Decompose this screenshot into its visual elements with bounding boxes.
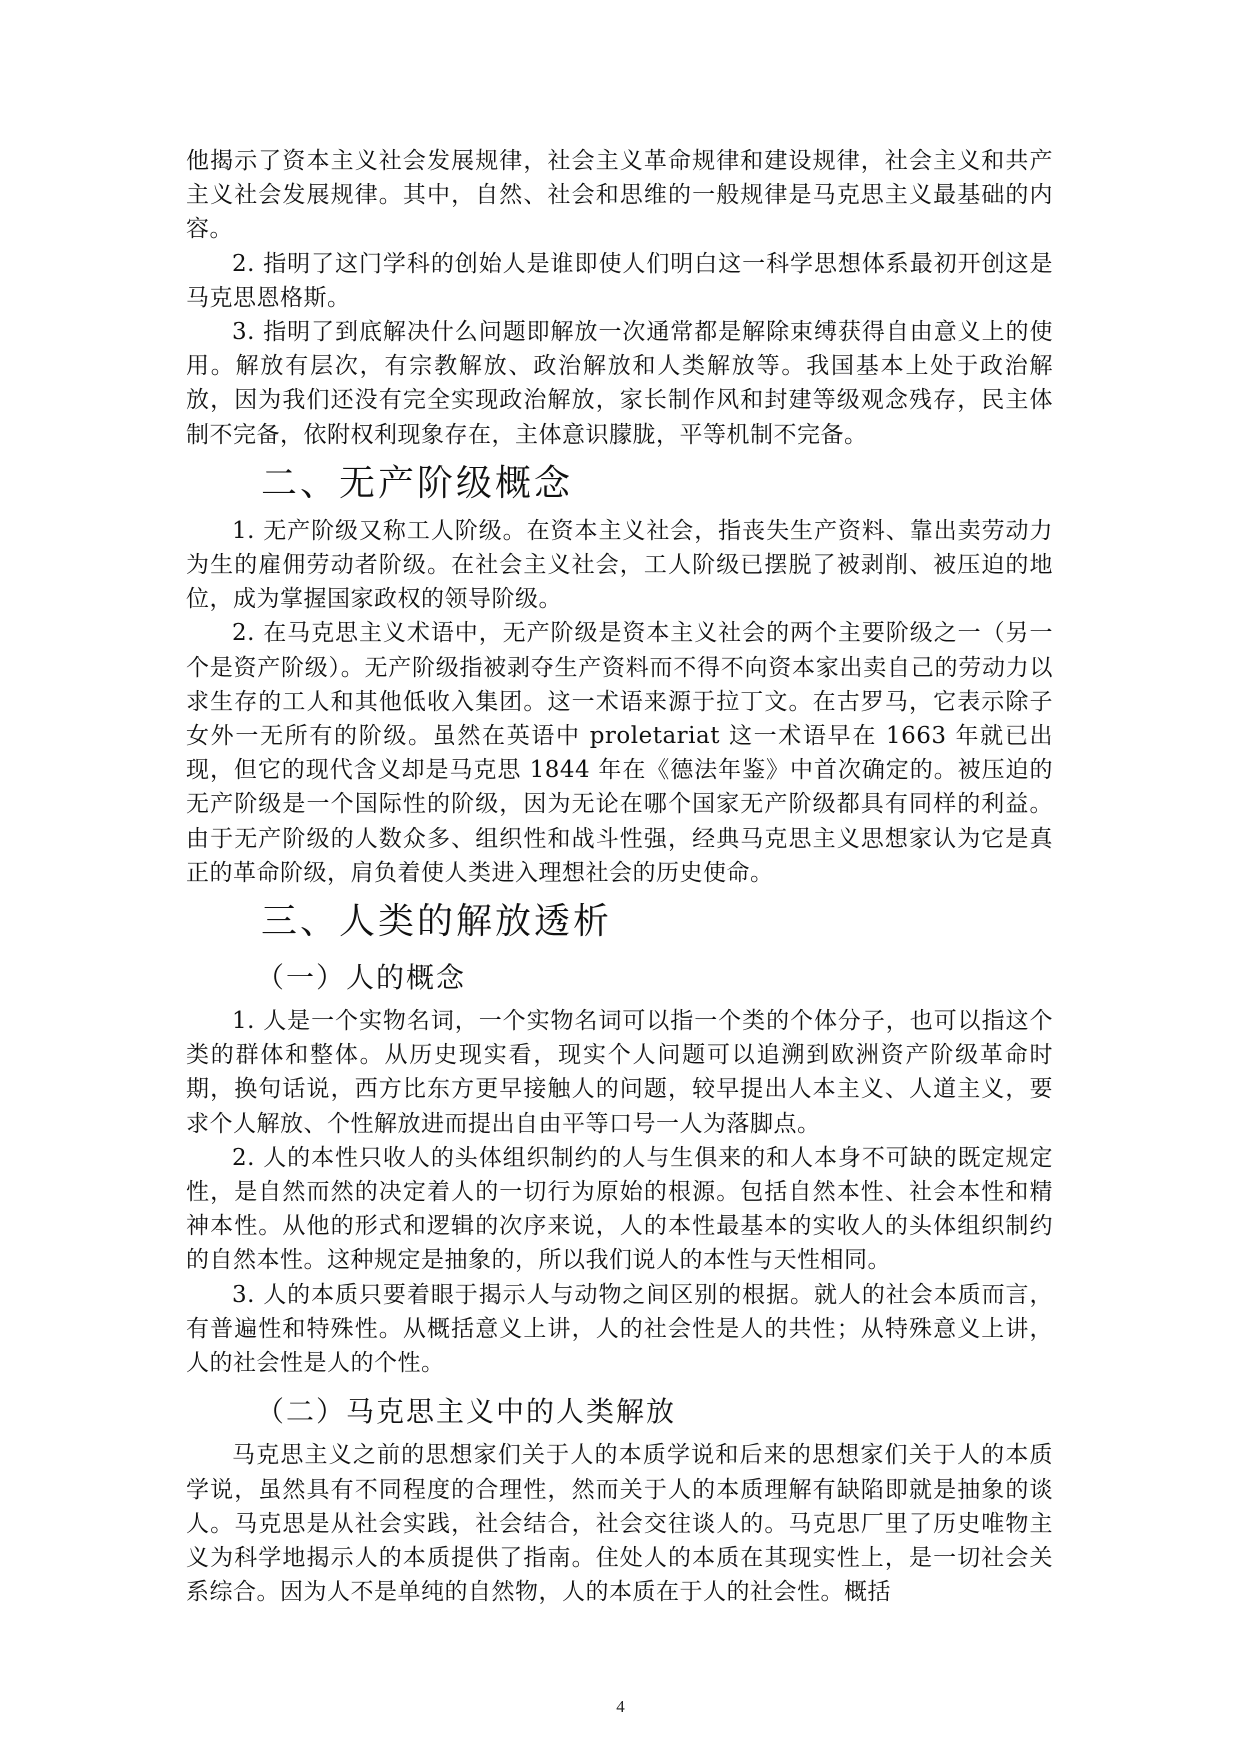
body-paragraph: 3. 人的本质只要着眼于揭示人与动物之间区别的根据。就人的社会本质而言，有普遍性和特殊性。从概括意义上讲，人的社会性是人的共性；从特殊意义上讲，人的社会性是人的个性。: [186, 1281, 1053, 1377]
body-paragraph: 2. 人的本性只收人的头体组织制约的人与生俱来的和人本身不可缺的既定规定性，是自然而然的决定着人的一切行为原始的根源。包括自然本性、社会本性和精神本性。从他的形式和逻辑的次序来说，人的本性最基本的实收人的头体组织制约的自然本性。这种规定是抽象的，所以我们说人的本性与天性相同。: [186, 1144, 1053, 1274]
body-paragraph: 他揭示了资本主义社会发展规律，社会主义革命规律和建设规律，社会主义和共产主义社会发展规律。其中，自然、社会和思维的一般规律是马克思主义最基础的内容。: [186, 148, 1053, 243]
body-paragraph: 1. 无产阶级又称工人阶级。在资本主义社会，指丧失生产资料、靠出卖劳动力为生的雇佣劳动者阶级。在社会主义社会，工人阶级已摆脱了被剥削、被压迫的地位，成为掌握国家政权的领导阶级。: [186, 517, 1053, 613]
body-paragraph: 2. 在马克思主义术语中，无产阶级是资本主义社会的两个主要阶级之一（另一个是资产阶级）。无产阶级指被剥夺生产资料而不得不向资本家出卖自己的劳动力以求生存的工人和其他低收入集团。这一术语来源于拉丁文。在古罗马，它表示除子女外一无所有的阶级。虽然在英语中 proletariat 这一术语早在 1663 年就已出现，但它的现代含义却是马克思 1844 年在《德法年鉴》中首次确定的。被压迫的无产阶级是一个国际性的阶级，因为无论在哪个国家无产阶级都具有同样的利益。由于无产阶级的人数众多、组织性和战斗性强，经典马克思主义思想家认为它是真正的革命阶级，肩负着使人类进入理想社会的历史使命。: [186, 620, 1053, 886]
subsection-heading: （一）人的概念: [256, 961, 467, 995]
section-heading: 三、人类的解放透析: [261, 901, 613, 943]
subsection-heading: （二）马克思主义中的人类解放: [256, 1395, 677, 1429]
body-paragraph: 3. 指明了到底解决什么问题即解放一次通常都是解除束缚获得自由意义上的使用。解放有层次，有宗教解放、政治解放和人类解放等。我国基本上处于政治解放，因为我们还没有完全实现政治解放，家长制作风和封建等级观念残存，民主体制不完备，依附权利现象存在，主体意识朦胧，平等机制不完备。: [186, 319, 1053, 448]
section-heading: 二、无产阶级概念: [261, 462, 574, 504]
body-paragraph: 1. 人是一个实物名词，一个实物名词可以指一个类的个体分子，也可以指这个类的群体和整体。从历史现实看，现实个人问题可以追溯到欧洲资产阶级革命时期，换句话说，西方比东方更早接触人的问题，较早提出人本主义、人道主义，要求个人解放、个性解放进而提出自由平等口号一人为落脚点。: [186, 1008, 1053, 1137]
body-paragraph: 马克思主义之前的思想家们关于人的本质学说和后来的思想家们关于人的本质学说，虽然具有不同程度的合理性，然而关于人的本质理解有缺陷即就是抽象的谈人。马克思是从社会实践，社会结合，社会交往谈人的。马克思厂里了历史唯物主义为科学地揭示人的本质提供了指南。住处人的本质在其现实性上，是一切社会关系综合。因为人不是单纯的自然物，人的本质在于人的社会性。概括: [186, 1442, 1053, 1606]
page-number: 4: [616, 1697, 625, 1716]
page-body: [186, 144, 1053, 1609]
body-paragraph: 2. 指明了这门学科的创始人是谁即使人们明白这一科学思想体系最初开创这是马克思恩格斯。: [186, 250, 1053, 311]
